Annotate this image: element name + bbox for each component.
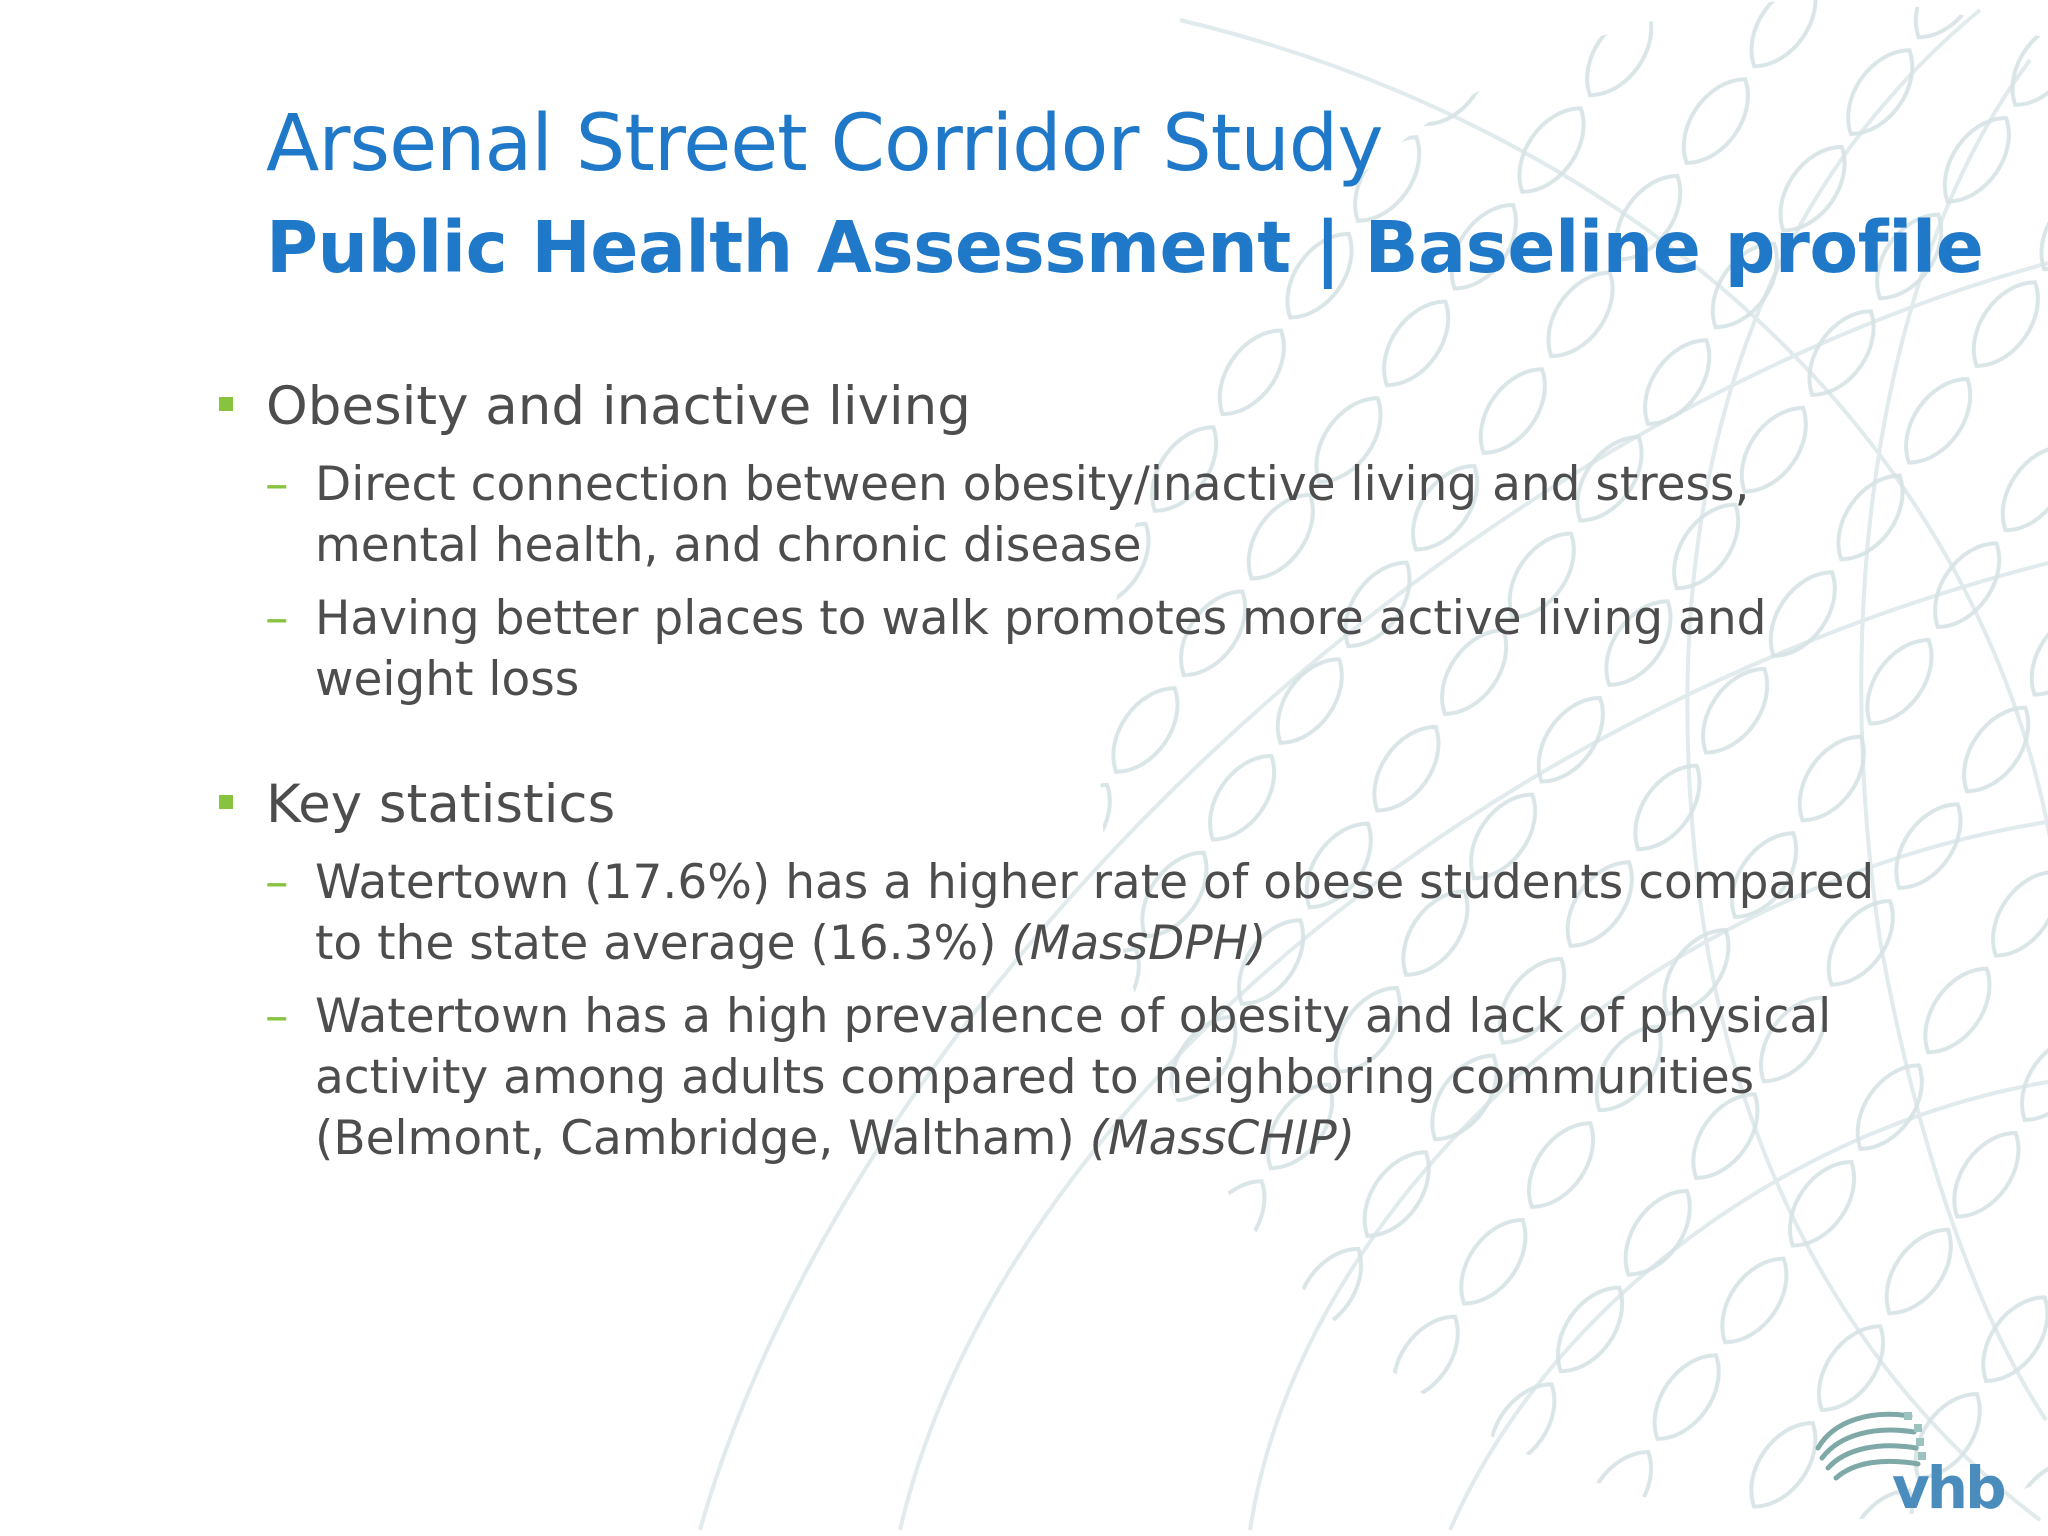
title-study-name: Arsenal Street Corridor Study xyxy=(266,99,1383,189)
slide-title xyxy=(266,92,2026,300)
slide-body xyxy=(210,372,1875,1169)
square-bullet-icon xyxy=(219,397,233,411)
logo-text: vhb xyxy=(1892,1454,2004,1514)
sub-bullet-line: Having better places to walk promotes more active living and xyxy=(315,591,1767,646)
sub-bullet-line: to the state average (16.3%) (MassDPH) xyxy=(315,916,1267,971)
dash-bullet-icon: – xyxy=(265,457,289,512)
sub-bullet xyxy=(210,986,1830,1169)
section-key-statistics xyxy=(210,770,1875,1169)
square-bullet-icon xyxy=(219,795,233,809)
bullet-heading xyxy=(210,372,1830,442)
sub-bullet-line: Watertown (17.6%) has a higher rate of obese students compared xyxy=(315,855,1875,910)
dash-bullet-icon: – xyxy=(265,989,289,1044)
section-obesity xyxy=(210,372,1830,710)
heading-text: Obesity and inactive living xyxy=(266,376,971,437)
sub-bullet-line: Direct connection between obesity/inactive living and stress, xyxy=(315,457,1750,512)
citation: (MassDPH) xyxy=(1011,916,1267,971)
bullet-heading xyxy=(210,770,1830,840)
sub-bullet-line: mental health, and chronic disease xyxy=(315,518,1142,573)
sub-bullet xyxy=(210,852,1875,974)
sub-bullet-line: weight loss xyxy=(315,652,580,707)
sub-bullet-line: Watertown has a high prevalence of obesity and lack of physical xyxy=(315,989,1832,1044)
sub-bullet-line: (Belmont, Cambridge, Waltham) (MassCHIP) xyxy=(315,1111,1356,1166)
title-assessment: Public Health Assessment | Baseline profile xyxy=(266,206,1984,289)
heading-text: Key statistics xyxy=(266,774,616,835)
dash-bullet-icon: – xyxy=(265,591,289,646)
sub-bullet xyxy=(210,588,1830,710)
sub-bullet xyxy=(210,454,1830,576)
sub-bullet-line: activity among adults compared to neighboring communities xyxy=(315,1050,1755,1105)
dash-bullet-icon: – xyxy=(265,855,289,910)
citation: (MassCHIP) xyxy=(1089,1111,1356,1166)
vhb-logo xyxy=(1814,1404,2026,1514)
